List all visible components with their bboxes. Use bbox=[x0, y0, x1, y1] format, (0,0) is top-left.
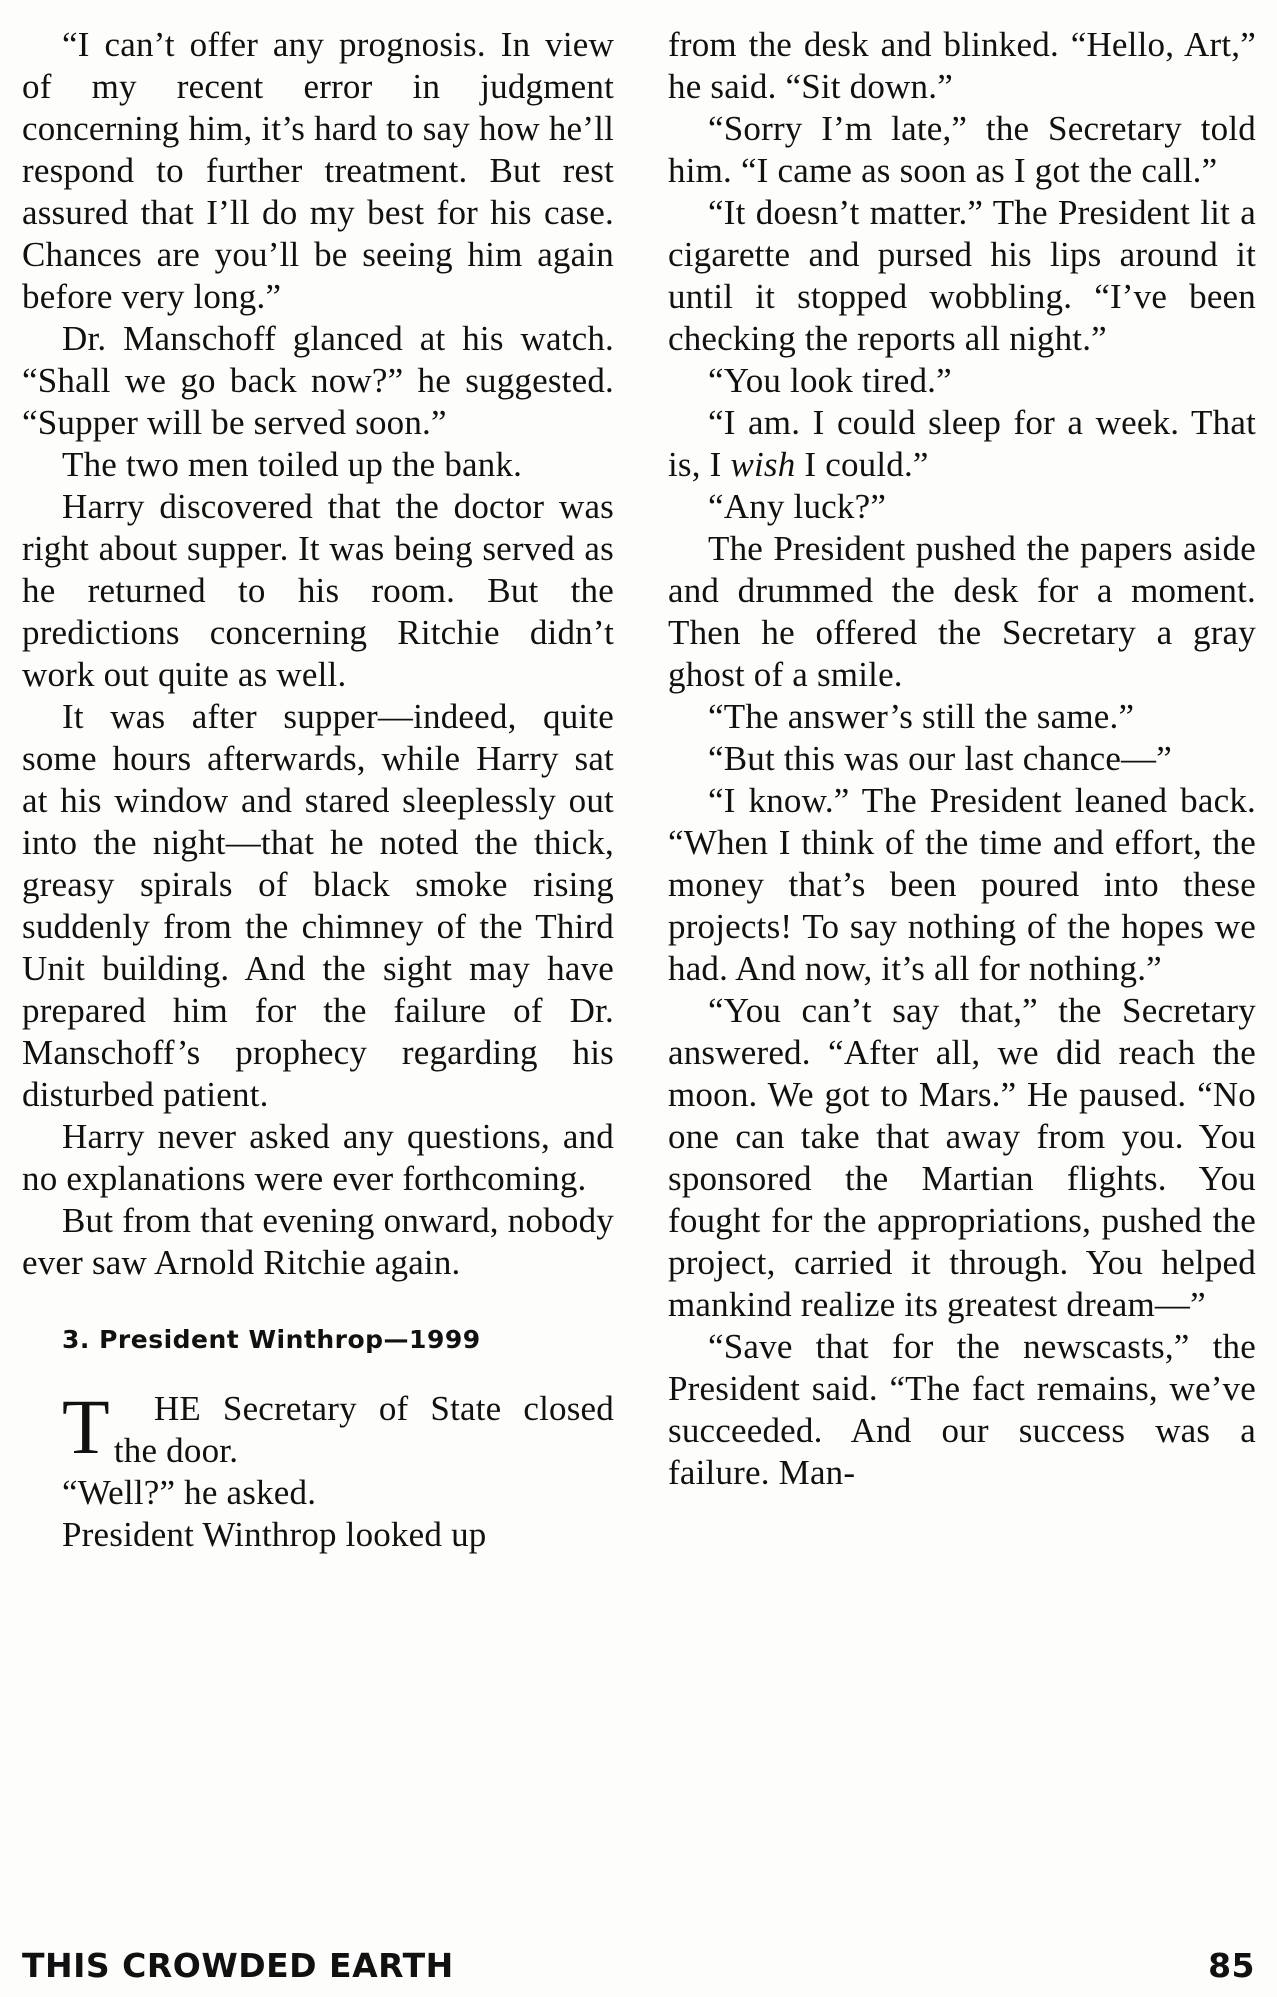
paragraph: “The answer’s still the same.” bbox=[708, 697, 1135, 736]
paragraph: “You look tired.” bbox=[708, 361, 952, 400]
emphasis: wish bbox=[730, 445, 796, 484]
continued-paragraph: from the desk and blinked. “Hello, Art,” he said. “Sit down.” bbox=[668, 25, 1256, 106]
paragraph: President Winthrop looked up bbox=[62, 1515, 487, 1554]
paragraph: The President pushed the papers aside and drummed the desk for a moment. Then he offered the Secretary a gray ghost of a smile. bbox=[668, 529, 1256, 694]
paragraph: “You can’t say that,” the Secretary answered. “After all, we did reach the moon. We got to Mars.” He paused. “No one can take that away from you. You sponsored the Martian flights. You fought for the appropriations, pushed the project, carried it through. You helped mankind realize its greatest dream—” bbox=[668, 991, 1256, 1324]
paragraph: “I am. I could sleep for a week. That is, I wish I could.” bbox=[668, 403, 1256, 484]
paragraph: Harry never asked any questions, and no explanations were ever forthcoming. bbox=[22, 1117, 614, 1198]
paragraph: “Sorry I’m late,” the Secretary told him. “I came as soon as I got the call.” bbox=[668, 109, 1256, 190]
paragraph: “It doesn’t matter.” The President lit a cigarette and pursed his lips around it until it stopped wobbling. “I’ve been checking the reports all night.” bbox=[668, 193, 1256, 358]
left-column bbox=[22, 24, 614, 1556]
paragraph: The two men toiled up the bank. bbox=[62, 445, 523, 484]
drop-cap: T bbox=[62, 1383, 110, 1470]
paragraph: “But this was our last chance—” bbox=[708, 739, 1172, 778]
running-footer-title: THIS CROWDED EARTH bbox=[22, 1946, 454, 1985]
section-heading: 3. President Winthrop—1999 bbox=[62, 1325, 481, 1354]
paragraph: “Save that for the newscasts,” the President said. “The fact remains, we’ve succeeded. And our success was a failure. Man- bbox=[668, 1327, 1256, 1492]
paragraph: “Any luck?” bbox=[708, 487, 887, 526]
right-column bbox=[668, 24, 1256, 1494]
opening-paragraph bbox=[22, 1383, 614, 1472]
paragraph: “I know.” The President leaned back. “When I think of the time and effort, the money that’s been poured into these projects! To say nothing of the hopes we had. And now, it’s all for nothing.” bbox=[668, 781, 1256, 988]
paragraph: But from that evening onward, nobody ever saw Arnold Ritchie again. bbox=[22, 1201, 614, 1282]
paragraph: “Well?” he asked. bbox=[62, 1473, 317, 1512]
paragraph: “I can’t offer any prognosis. In view of my recent error in judgment concerning him, it’s hard to say how he’ll respond to further treatment. But rest assured that I’ll do my best for his case. Chances are you’ll be seeing him again before very long.” bbox=[22, 25, 614, 316]
opening-paragraph-text: HE Secretary of State closed the door. bbox=[113, 1389, 614, 1470]
paragraph: Harry discovered that the doctor was right about supper. It was being served as he returned to his room. But the predictions concerning Ritchie didn’t work out quite as well. bbox=[22, 487, 614, 694]
page-number: 85 bbox=[1208, 1946, 1255, 1985]
paragraph: Dr. Manschoff glanced at his watch. “Shall we go back now?” he suggested. “Supper will be served soon.” bbox=[22, 319, 614, 442]
paragraph: It was after supper—indeed, quite some hours afterwards, while Harry sat at his window and stared sleeplessly out into the night—that he noted the thick, greasy spirals of black smoke rising suddenly from the chimney of the Third Unit building. And the sight may have prepared him for the failure of Dr. Manschoff’s prophecy regarding his disturbed patient. bbox=[22, 697, 614, 1114]
